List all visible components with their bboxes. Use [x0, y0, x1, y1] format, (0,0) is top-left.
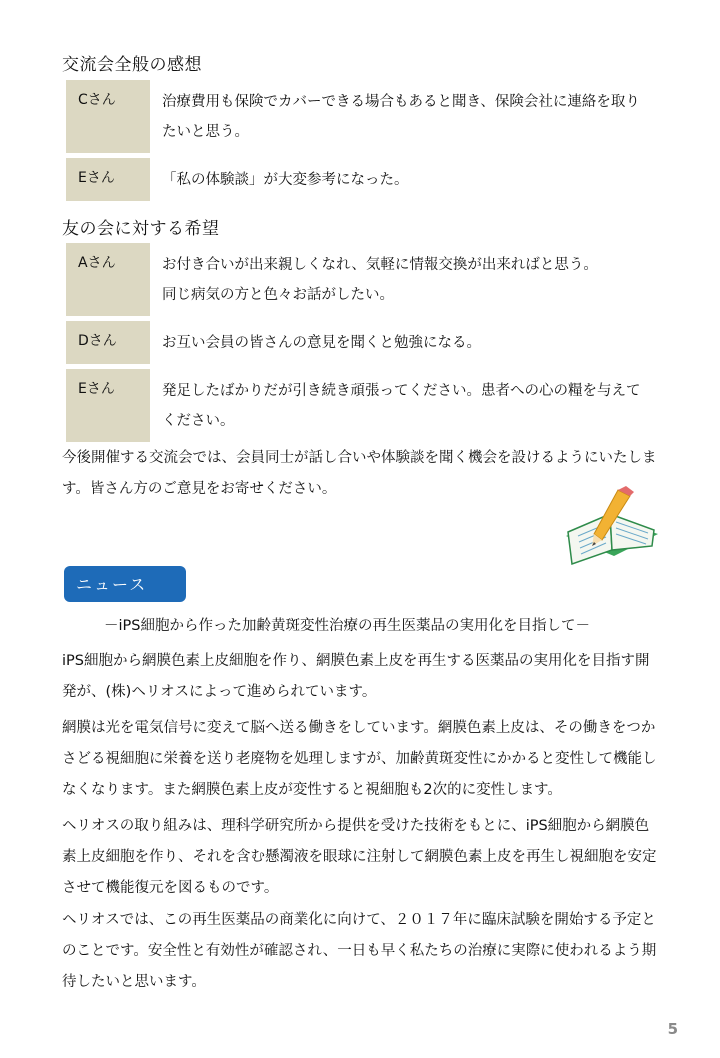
comment-text: お付き合いが出来親しくなれ、気軽に情報交換が出来ればと思う。 同じ病気の方と色々お話がしたい。 [162, 257, 598, 303]
closing-note: 今後開催する交流会では、会員同士が話し合いや体験談を聞く機会を設けるようにいたします。皆さん方のご意見をお寄せください。 [62, 450, 657, 497]
news-paragraph: iPS細胞から網膜色素上皮細胞を作り、網膜色素上皮を再生する医薬品の実用化を目指す開発が、(株)ヘリオスによって進められています。 [62, 653, 650, 700]
book-and-pencil-icon [560, 484, 664, 570]
page-number: 5 [667, 1020, 678, 1038]
news-badge: ニュース [64, 566, 186, 602]
respondent-label: Aさん [66, 243, 150, 316]
comment-text: 治療費用も保険でカバーできる場合もあると聞き、保険会社に連絡を取り たいと思う。 [162, 94, 640, 140]
comment-text: お互い会員の皆さんの意見を聞くと勉強になる。 [162, 335, 481, 351]
respondent-label: Eさん [66, 158, 150, 201]
news-paragraph: ヘリオスの取り組みは、理科学研究所から提供を受けた技術をもとに、iPS細胞から網膜色素上皮細胞を作り、それを含む懸濁液を眼球に注射して網膜色素上皮を再生し視細胞を安定させて機能復元を図るものです。 [62, 818, 657, 896]
news-paragraph: 網膜は光を電気信号に変えて脳へ送る働きをしています。網膜色素上皮は、その働きをつかさどる視細胞に栄養を送り老廃物を処理しますが、加齢黄斑変性にかかると変性して機能しなくなります。また網膜色素上皮が変性すると視細胞も2次的に変性します。 [62, 720, 657, 798]
table-row [66, 80, 666, 153]
news-subtitle: －iPS細胞から作った加齢黄斑変性治療の再生医薬品の実用化を目指して－ [104, 618, 590, 634]
impressions-heading: 交流会全般の感想 [62, 55, 202, 75]
impressions-table [66, 80, 666, 206]
respondent-label: Dさん [66, 321, 150, 364]
requests-table [66, 243, 666, 447]
table-row [66, 321, 666, 364]
respondent-label: Eさん [66, 369, 150, 442]
respondent-label: Cさん [66, 80, 150, 153]
comment-text: 発足したばかりだが引き続き頑張ってください。患者への心の糧を与えて ください。 [162, 383, 641, 429]
comment-text: 「私の体験談」が大変参考になった。 [162, 172, 409, 188]
table-row [66, 243, 666, 316]
table-row [66, 369, 666, 442]
news-paragraph: ヘリオスでは、この再生医薬品の商業化に向けて、２０１７年に臨床試験を開始する予定とのことです。安全性と有効性が確認され、一日も早く私たちの治療に実際に使われるよう期待したいと思います。 [62, 912, 657, 990]
table-row [66, 158, 666, 201]
requests-heading: 友の会に対する希望 [62, 219, 220, 239]
